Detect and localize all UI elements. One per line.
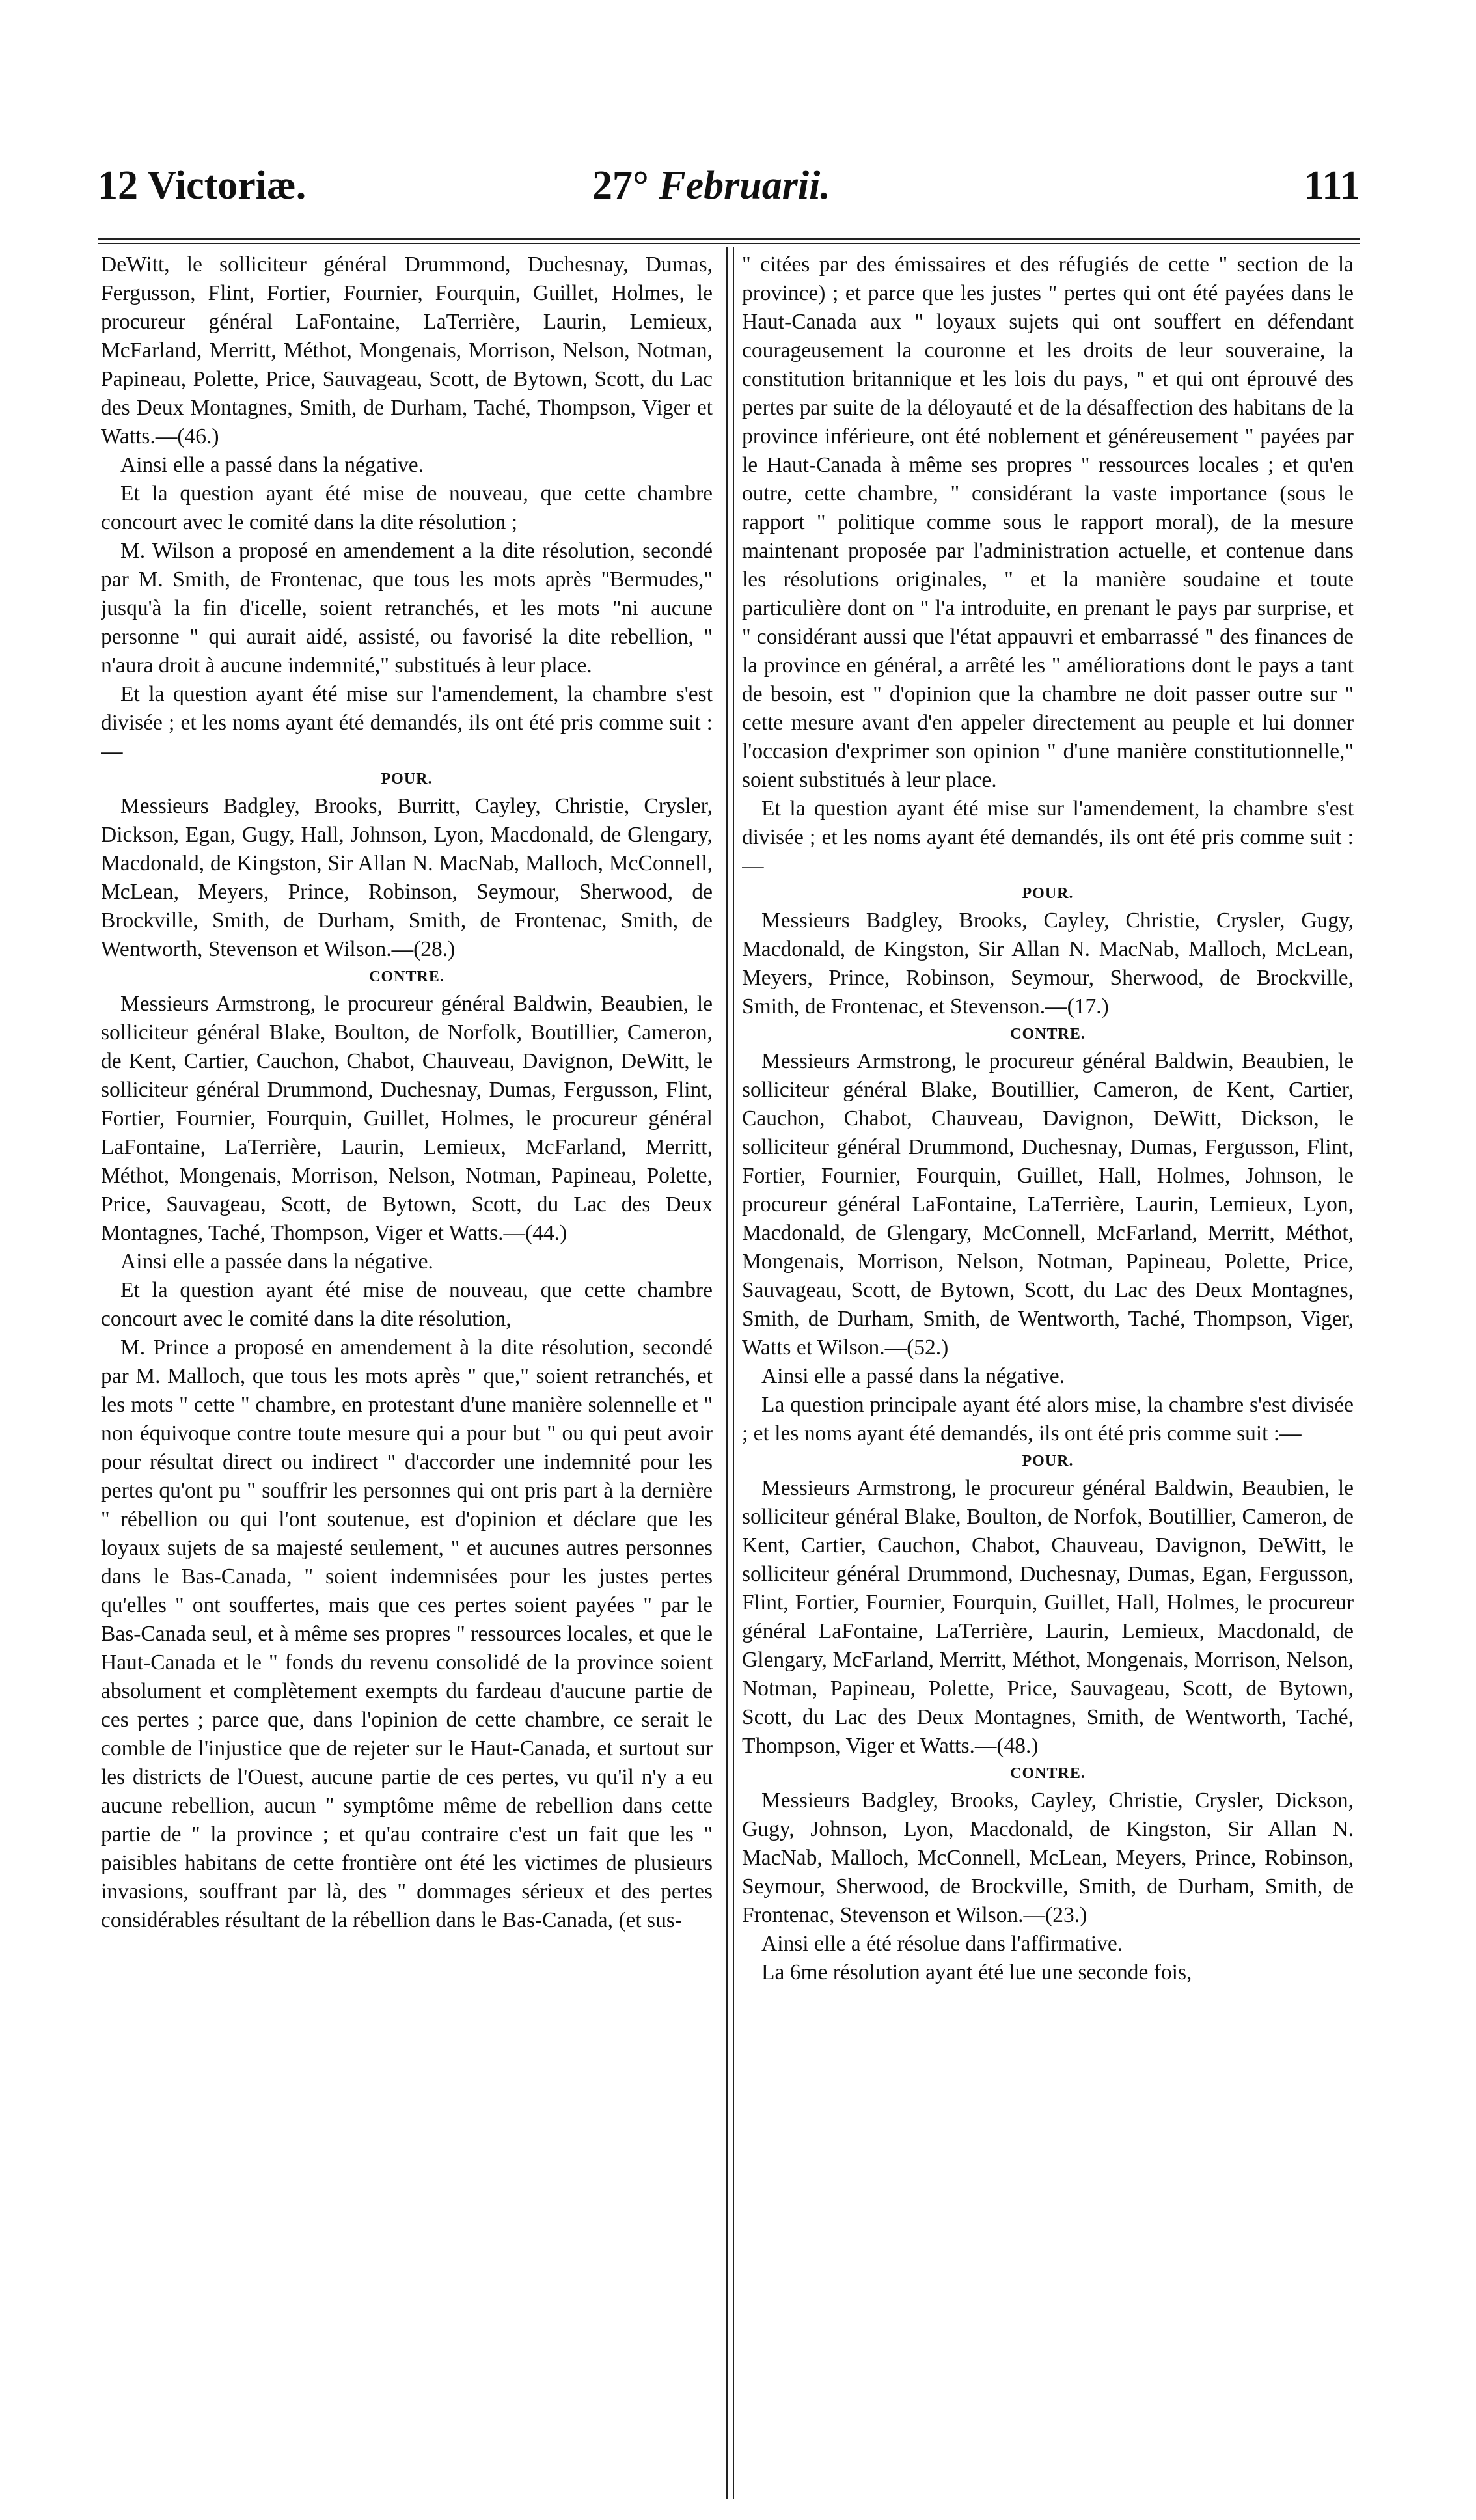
paragraph: DeWitt, le solliciteur général Drummond, Duchesnay, Dumas, Fergusson, Flint, Fortier, Fournier, Fourquin, Guillet, Holmes, le procureur général LaFontaine, LaTerrière, Laurin, Lemieux, McFarland, Merritt, Méthot, Mongenais, Morrison, Nelson, Notman, Papineau, Polette, Price, Sauvageau, Scott, de Bytown, Scott, du Lac des Deux Montagnes, Smith, de Durham, Taché, Thompson, Viger et Watts.—(46.) bbox=[101, 253, 713, 448]
paragraph: Messieurs Badgley, Brooks, Burritt, Cayley, Christie, Crysler, Dickson, Egan, Gugy, Hall, Johnson, Lyon, Macdonald, de Glengary, Macdonald, de Kingston, Sir Allan N. MacNab, Malloch, McConnell, McLean, Meyers, Prince, Robinson, Seymour, Sherwood, de Brockville, Smith, de Durham, Smith, de Frontenac, Smith, de Wentworth, Stevenson et Wilson.—(28.) bbox=[101, 794, 713, 961]
column-divider bbox=[726, 247, 734, 2499]
paragraph: Messieurs Badgley, Brooks, Cayley, Christie, Crysler, Dickson, Gugy, Johnson, Lyon, Macdonald, de Kingston, Sir Allan N. MacNab, Malloch, McConnell, McLean, Meyers, Prince, Robinson, Seymour, Sherwood, de Brockville, Smith, de Durham, Smith, de Frontenac, Stevenson et Wilson.—(23.) bbox=[742, 1788, 1354, 1927]
header-date bbox=[592, 163, 830, 209]
header-rule bbox=[98, 238, 1360, 240]
vote-heading-contre: CONTRE. bbox=[1010, 1765, 1086, 1782]
vote-heading-pour: POUR. bbox=[1022, 885, 1074, 902]
header-regnal-year: 12 Victoriæ. bbox=[98, 163, 307, 208]
vote-heading-pour: POUR. bbox=[381, 771, 433, 788]
paragraph: Messieurs Armstrong, le procureur général Baldwin, Beaubien, le solliciteur général Blake, Boutillier, Cameron, de Kent, Cartier, Cauchon, Chabot, Chauveau, Davignon, DeWitt, Dickson, le solliciteur général Drummond, Duchesnay, Dumas, Fergusson, Flint, Fortier, Fournier, Fourquin, Guillet, Hall, Holmes, Johnson, le procureur général LaFontaine, LaTerrière, Laurin, Lemieux, Lyon, Macdonald, de Glengary, McConnell, McFarland, Merritt, Méthot, Mongenais, Morrison, Nelson, Notman, Papineau, Polette, Price, Sauvageau, Scott, de Bytown, Scott, du Lac des Deux Montagnes, Smith, de Durham, Smith, de Wentworth, Taché, Thompson, Viger, Watts et Wilson.—(52.) bbox=[742, 1049, 1354, 1360]
vote-heading-contre: CONTRE. bbox=[1010, 1026, 1086, 1043]
paragraph: " citées par des émissaires et des réfugiés de cette " section de la province) ; et parce que les justes " pertes qui ont été payées dans le Haut-Canada aux " loyaux sujets qui ont souffert en défendant courageusement la couronne et les droits de leur souveraine, la constitution britannique et les lois du pays, " et qui ont éprouvé des pertes par suite de la déloyauté et de la désaffection des habitans de la province inférieure, ont été noblement et généreusement " payées par le Haut-Canada à même ses propres " ressources locales ; et qu'en outre, cette chambre, " considérant la vaste importance (sous le rapport " politique comme sous le rapport moral), de la mesure maintenant proposée par l'administration actuelle, et contenue dans les résolutions originales, " et la manière soudaine et toute particulière dont on " l'a introduite, en prenant le pays par surprise, et " considérant aussi que l'état appauvri et embarrassé " des finances de la province en général, a arrêté les " améliorations dont le pays a tant de besoin, est " d'opinion que la chambre ne doit passer outre sur " cette mesure avant d'en appeler directement au peuple et lui donner l'occasion d'exprimer son opinion " d'une manière constitutionnelle," soient substitués à leur place. bbox=[742, 253, 1354, 792]
paragraph: Et la question ayant été mise de nouveau, que cette chambre concourt avec le comité dans la dite résolution ; bbox=[101, 482, 713, 534]
paragraph: Messieurs Armstrong, le procureur général Baldwin, Beaubien, le solliciteur général Blake, Boulton, de Norfok, Boutillier, Cameron, de Kent, Cartier, Cauchon, Chabot, Chauveau, Davignon, DeWitt, le solliciteur général Drummond, Duchesnay, Dumas, Egan, Fergusson, Flint, Fortier, Fournier, Fourquin, Guillet, Hall, Holmes, le procureur général LaFontaine, LaTerrière, Laurin, Lemieux, Macdonald, de Glengary, McFarland, Merritt, Méthot, Mongenais, Morrison, Nelson, Notman, Papineau, Polette, Price, Sauvageau, Scott, de Bytown, Scott, du Lac des Deux Montagnes, Smith, de Wentworth, Taché, Thompson, Viger et Watts.—(48.) bbox=[742, 1476, 1354, 1758]
paragraph: Ainsi elle a passé dans la négative. bbox=[761, 1364, 1065, 1388]
header-date-month: Februarii. bbox=[659, 163, 830, 208]
header-date-day: 27° bbox=[592, 163, 659, 208]
paragraph: Messieurs Badgley, Brooks, Cayley, Christie, Crysler, Gugy, Macdonald, de Kingston, Sir Allan N. MacNab, Malloch, McLean, Meyers, Prince, Robinson, Seymour, Sherwood, de Brockville, Smith, de Frontenac, et Stevenson.—(17.) bbox=[742, 909, 1354, 1019]
paragraph: Et la question ayant été mise sur l'amendement, la chambre s'est divisée ; et les noms ayant été demandés, ils ont été pris comme suit :— bbox=[101, 682, 713, 763]
vote-heading-pour: POUR. bbox=[1022, 1453, 1074, 1470]
left-column bbox=[101, 251, 713, 2496]
paragraph: Et la question ayant été mise sur l'amendement, la chambre s'est divisée ; et les noms ayant été demandés, ils ont été pris comme suit :— bbox=[742, 797, 1354, 878]
paragraph: Messieurs Armstrong, le procureur général Baldwin, Beaubien, le solliciteur général Blake, Boulton, de Norfolk, Boutillier, Cameron, de Kent, Cartier, Cauchon, Chabot, Chauveau, Davignon, DeWitt, le solliciteur général Drummond, Duchesnay, Dumas, Fergusson, Flint, Fortier, Fournier, Fourquin, Guillet, Holmes, le procureur général LaFontaine, LaTerrière, Laurin, Lemieux, McFarland, Merritt, Méthot, Mongenais, Morrison, Nelson, Notman, Papineau, Polette, Price, Sauvageau, Scott, de Bytown, Scott, du Lac des Deux Montagnes, Taché, Thompson, Viger et Watts.—(44.) bbox=[101, 992, 713, 1245]
right-column bbox=[742, 251, 1354, 2496]
paragraph: Ainsi elle a été résolue dans l'affirmative. bbox=[761, 1932, 1123, 1956]
paragraph: Ainsi elle a passé dans la négative. bbox=[120, 453, 424, 477]
paragraph: Et la question ayant été mise de nouveau, que cette chambre concourt avec le comité dans la dite résolution, bbox=[101, 1278, 713, 1331]
paragraph: M. Prince a proposé en amendement à la dite résolution, secondé par M. Malloch, que tous les mots après " que," soient retranchés, et les mots " cette " chambre, en protestant d'une manière solennelle et " non équivoque contre toute mesure qui a pour but " ou qui peut avoir pour résultat direct ou indirect " d'accorder une indemnité pour les pertes qu'ont pu " souffrir les personnes qui ont pris part à la dernière " rébellion ou qui l'ont soutenue, est d'opinion et déclare que les loyaux sujets de sa majesté seulement, " et aucunes autres personnes dans le Bas-Canada, " soient indemnisées pour les justes pertes qu'elles " ont souffertes, mais que ces pertes soient payées " par le Bas-Canada seul, et à même ses propres " ressources locales, et que le Haut-Canada et le " fonds du revenu consolidé de la province soient absolument et complètement exempts du fardeau d'aucune partie de ces pertes ; parce que, dans l'opinion de cette chambre, ce serait le comble de l'injustice que de rejeter sur le Haut-Canada, et surtout sur les districts de l'Ouest, aucune partie de ces pertes, vu qu'il n'y a eu aucune rebellion, aucun " symptôme même de rebellion dans cette partie de " la province ; et qu'au contraire c'est un fait que les " paisibles habitans de cette frontière ont été les victimes de plusieurs invasions, souffrant par là, des " dommages sérieux et des pertes considérables résultant de la rébellion dans le Bas-Canada, (et sus- bbox=[101, 1335, 713, 1932]
paragraph: M. Wilson a proposé en amendement a la dite résolution, secondé par M. Smith, de Frontenac, que tous les mots après "Bermudes," jusqu'à la fin d'icelle, soient retranchés, et les mots "ni aucune personne " qui aurait aidé, assisté, ou favorisé la dite rebellion, " n'aura droit à aucune indemnité," substitués à leur place. bbox=[101, 539, 713, 678]
page-header bbox=[98, 163, 1360, 221]
page-number: 111 bbox=[1304, 163, 1360, 208]
vote-heading-contre: CONTRE. bbox=[369, 968, 444, 985]
paragraph: La question principale ayant été alors mise, la chambre s'est divisée ; et les noms ayant été demandés, ils ont été pris comme suit :— bbox=[742, 1393, 1354, 1445]
paragraph: Ainsi elle a passée dans la négative. bbox=[120, 1250, 433, 1274]
paragraph: La 6me résolution ayant été lue une seconde fois, bbox=[761, 1960, 1192, 1984]
header-rule-thin bbox=[98, 243, 1360, 244]
